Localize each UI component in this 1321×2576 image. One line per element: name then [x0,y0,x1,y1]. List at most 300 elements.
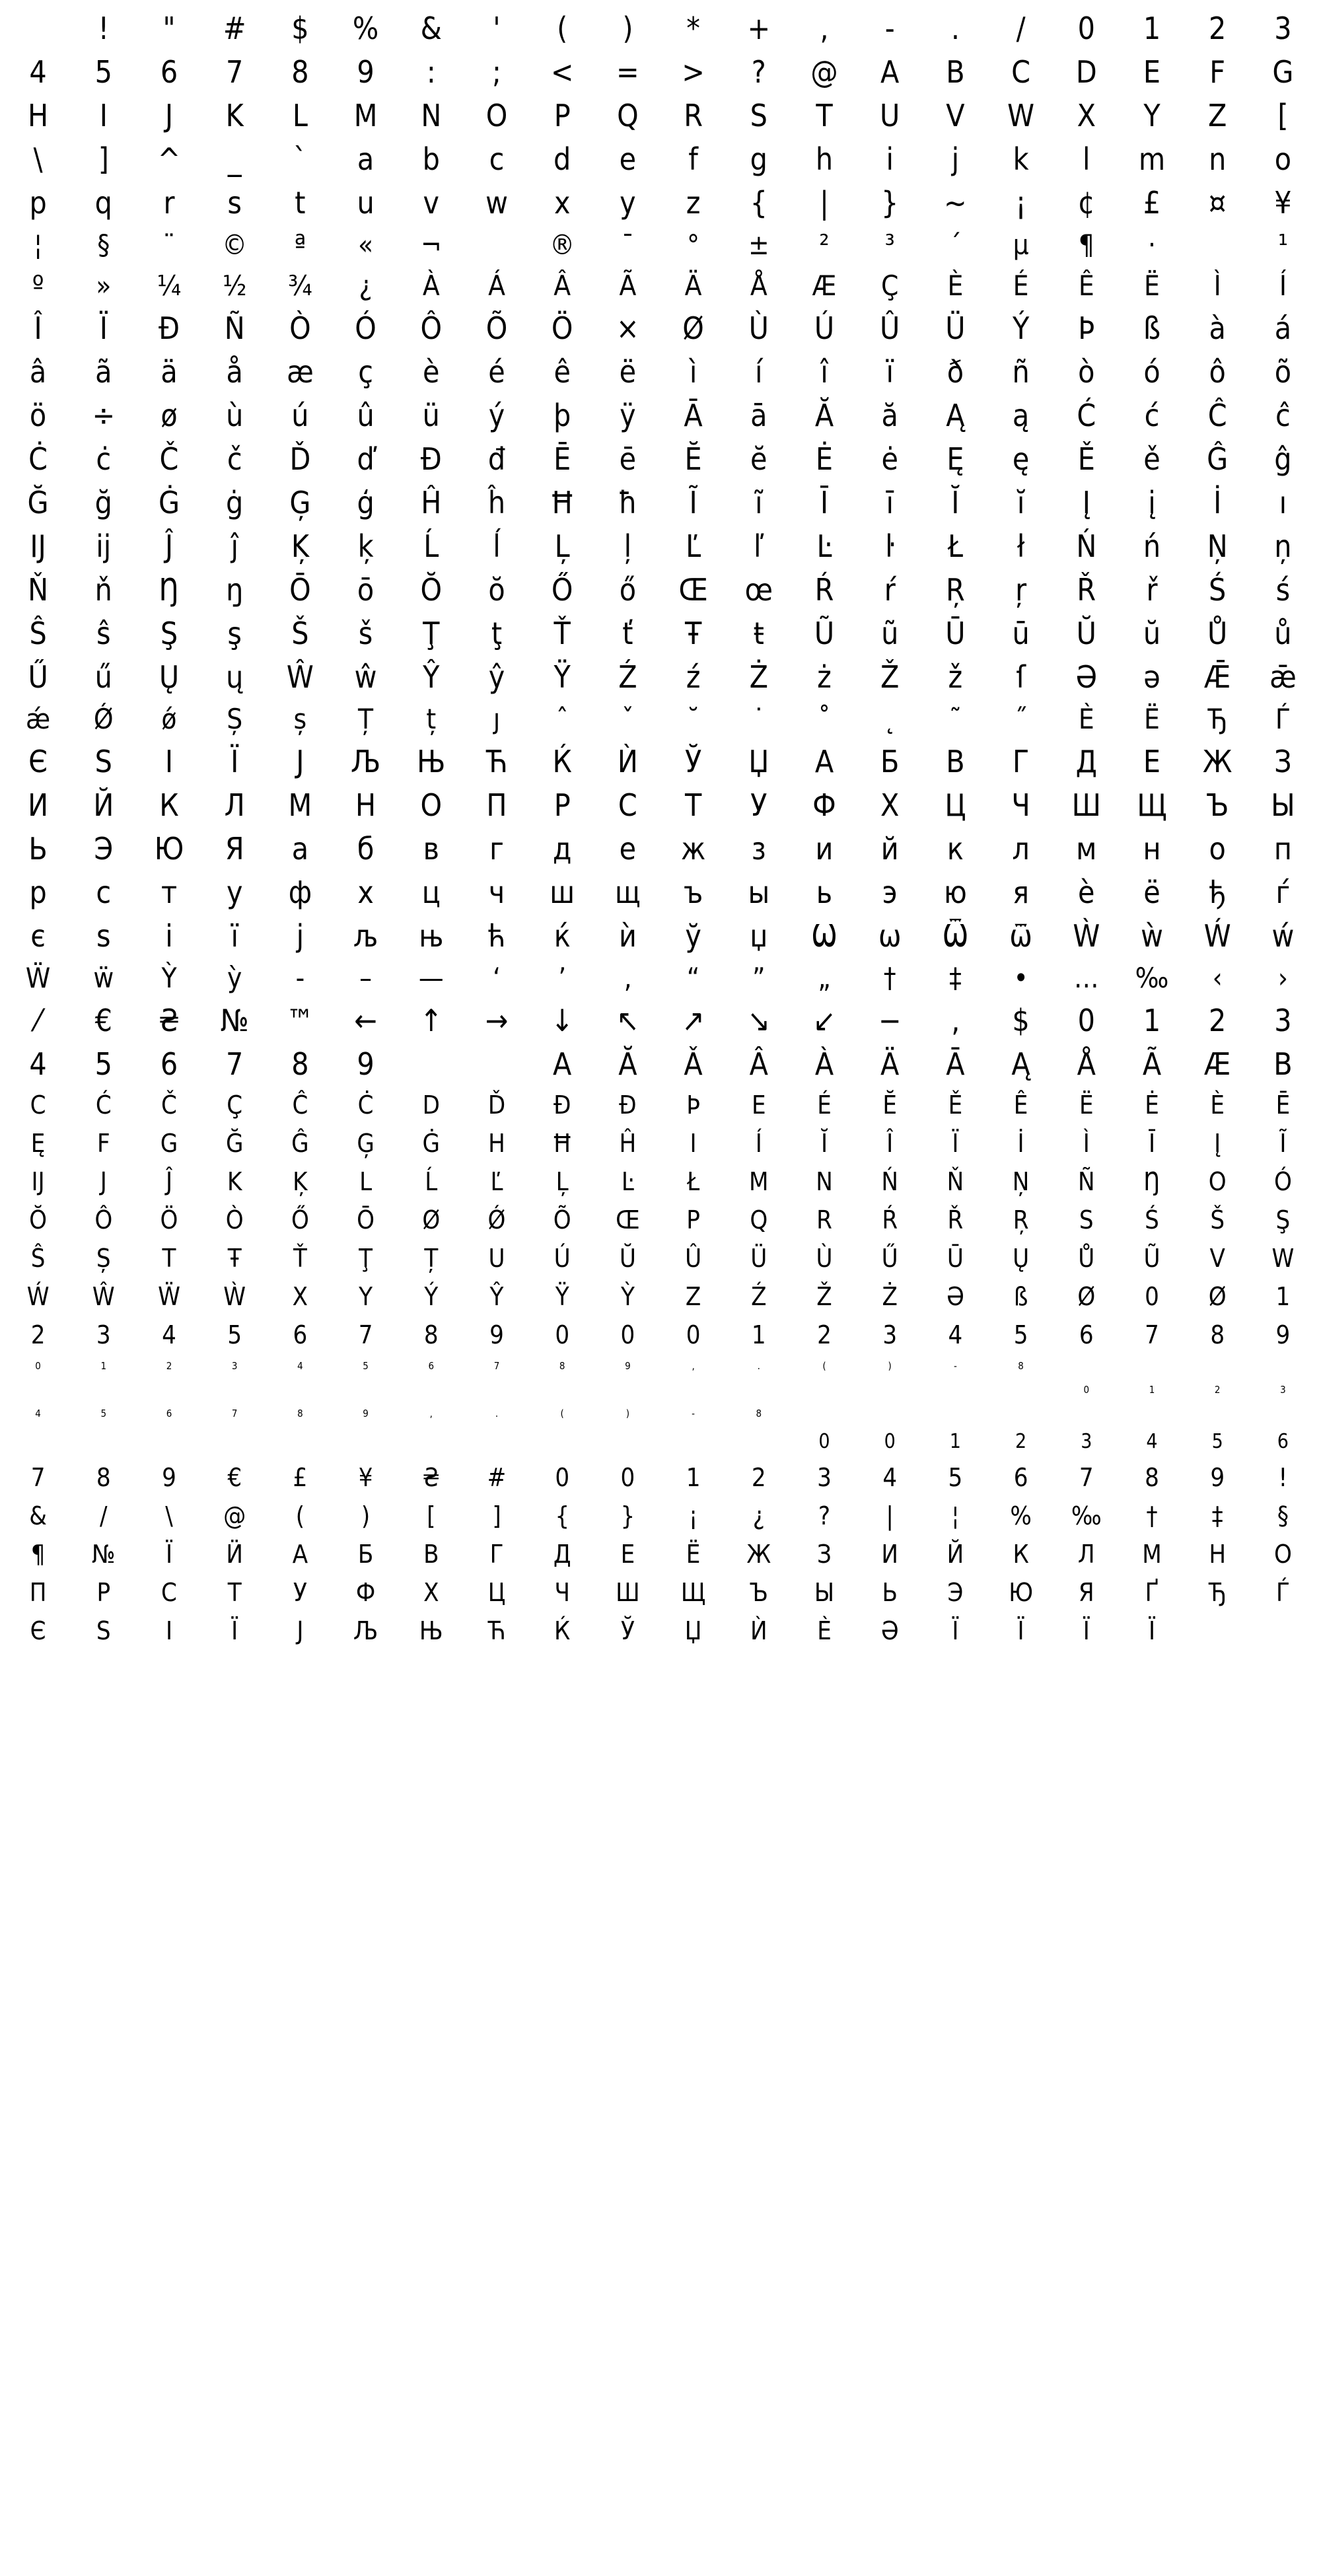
glyph-cell: Ĉ [1207,398,1227,433]
glyph-cell: Ŏ [29,1205,48,1234]
glyph-row [5,50,1316,94]
glyph-cell: ż [817,659,832,695]
glyph-cell: Ŗ [946,572,965,608]
glyph-cell: ! [98,11,110,46]
glyph-cell: ŀ [885,528,895,564]
glyph-cell: µ [1013,229,1029,261]
glyph-cell: ł [1017,528,1025,564]
glyph-cell: ½ [222,269,247,302]
glyph-cell: 1 [1143,1003,1161,1038]
glyph-cell: 4 [297,1359,303,1372]
glyph-cell: Ň [946,1167,964,1196]
glyph-cell: ş [227,616,242,651]
glyph-cell: Ѐ [1078,703,1094,735]
glyph-cell: ± [748,229,769,261]
glyph-cell: Ч [554,1578,570,1607]
glyph-cell: Ō [289,572,311,608]
glyph-cell: 0 [555,1463,570,1492]
glyph-cell: ‐ [295,962,305,994]
glyph-cell: Ї [952,1616,959,1645]
glyph-cell: 7 [358,1320,373,1349]
glyph-cell: Д [553,1540,571,1569]
glyph-cell: Ẃ [26,1282,50,1311]
glyph-cell: Ì [1083,1129,1090,1158]
glyph-cell: t [295,185,306,221]
glyph-cell: Ô [420,310,443,346]
glyph-cell: 7 [1145,1320,1159,1349]
glyph-row [5,1612,1316,1650]
glyph-cell: А [292,1540,308,1569]
glyph-cell: ˛ [883,703,896,735]
glyph-cell: Č [159,441,179,477]
glyph-cell: Ë [1079,1091,1094,1120]
glyph-cell: m [1138,141,1166,177]
glyph-cell: Ĺ [425,1167,438,1196]
glyph-cell: O [485,98,508,133]
glyph-cell: 1 [949,1430,961,1453]
glyph-cell: ы [748,875,770,910]
glyph-cell: ] [98,141,109,177]
glyph-cell: ¼ [157,269,182,302]
glyph-cell: Ô [94,1205,113,1234]
glyph-cell: Ů [1207,616,1228,651]
glyph-cell: ² [819,229,830,261]
glyph-cell: 5 [363,1359,369,1372]
glyph-cell: ç [358,354,373,390]
glyph-cell: Ê [1078,269,1094,302]
glyph-cell: 9 [1275,1320,1291,1349]
glyph-cell: Å [750,269,768,302]
glyph-row [5,1316,1316,1354]
glyph-cell: z [686,185,701,221]
glyph-cell: ˚ [818,703,831,735]
glyph-cell: . [495,1407,499,1419]
glyph-cell: ¦ [34,229,42,261]
glyph-cell: b [422,141,440,177]
glyph-cell: Л [1077,1540,1095,1569]
glyph-cell: Č [161,1091,177,1120]
glyph-cell: 6 [1277,1430,1289,1453]
glyph-cell: · [1147,229,1156,261]
glyph-cell: ¿ [359,269,373,302]
glyph-cell: D [422,1091,440,1120]
glyph-cell: ț [426,703,437,735]
glyph-cell: Þ [686,1091,700,1120]
glyph-cell: ğ [94,485,112,520]
glyph-cell: К [159,787,179,823]
glyph-cell: ŭ [1143,616,1161,651]
glyph-cell: 9 [1210,1463,1225,1492]
glyph-cell: { [555,1501,570,1530]
glyph-cell: № [92,1540,116,1569]
glyph-cell: S [750,98,768,133]
glyph-cell: Ã [619,269,637,302]
glyph-cell: Ǣ [1204,659,1231,695]
glyph-cell: Ț [358,703,374,735]
glyph-cell: Э [947,1578,964,1607]
glyph-cell: P [686,1205,700,1234]
glyph-cell: g [750,141,768,177]
glyph-cell: i [886,141,894,177]
glyph-cell: Ћ [487,1616,506,1645]
glyph-cell: # [487,1463,507,1492]
glyph-cell: Ș [96,1244,111,1273]
glyph-cell: 1 [686,1463,701,1492]
glyph-cell: 3 [1081,1430,1092,1453]
glyph-cell: Ф [355,1578,376,1607]
glyph-cell: ň [94,572,112,608]
glyph-cell: ţ [491,616,503,651]
glyph-cell: W [1271,1244,1295,1273]
glyph-cell: ž [948,659,963,695]
glyph-cell: ã [95,354,112,390]
glyph-row [5,1277,1316,1316]
glyph-cell: в [423,831,439,867]
glyph-cell: õ [1274,354,1292,390]
glyph-cell: ° [687,229,700,261]
glyph-cell: Ĥ [421,485,442,520]
glyph-cell: к [946,831,964,867]
glyph-cell: Đ [420,441,442,477]
glyph-cell: ) [888,1359,892,1372]
glyph-cell: 4 [948,1320,963,1349]
glyph-row [5,7,1316,50]
glyph-cell: & [420,11,442,46]
glyph-cell: Ď [487,1091,506,1120]
glyph-cell: Ě [1077,441,1095,477]
glyph-cell: Ў [684,744,702,779]
glyph-cell: N [421,98,442,133]
glyph-cell: a [357,141,375,177]
glyph-cell: ŕ [884,572,896,608]
glyph-cell: Ї [165,1540,173,1569]
glyph-cell: 0 [686,1320,701,1349]
glyph-cell: ₴ [422,1463,441,1492]
glyph-cell: ( [557,11,568,46]
glyph-cell: П [29,1578,47,1607]
glyph-cell: Ĥ [619,1129,637,1158]
glyph-cell: “ [686,962,700,994]
glyph-cell: Ķ [293,1167,308,1196]
glyph-cell: ц [421,875,441,910]
glyph-cell: 3 [1274,1003,1292,1038]
glyph-cell: 8 [291,1046,309,1082]
glyph-cell: Ž [816,1282,832,1311]
glyph-cell: Ж [746,1540,771,1569]
glyph-cell: : [426,54,436,90]
glyph-cell: Ќ [554,1616,571,1645]
glyph-cell: ´ [948,229,962,261]
glyph-cell: à [1209,310,1226,346]
glyph-cell: ǣ [1269,659,1297,695]
glyph-cell: + [747,11,771,46]
glyph-cell: 1 [1149,1383,1155,1396]
glyph-cell: © [222,229,248,261]
glyph-cell: → [485,1003,509,1038]
glyph-cell: ß [1013,1282,1028,1311]
glyph-cell: Ê [1013,1091,1028,1120]
glyph-cell: ↓ [550,1003,574,1038]
glyph-cell: Ъ [749,1578,769,1607]
glyph-cell: ¾ [288,269,312,302]
glyph-cell: И [881,1540,898,1569]
glyph-cell: 5 [227,1320,242,1349]
glyph-cell: Ņ [1207,528,1228,564]
glyph-cell: ū [1012,616,1030,651]
glyph-cell: v [423,185,440,221]
glyph-row [5,1497,1316,1535]
glyph-cell: § [97,229,110,261]
glyph-cell: ѐ [1078,875,1095,910]
glyph-cell: p [29,185,47,221]
glyph-cell: — [418,962,444,994]
glyph-cell: K [225,98,244,133]
glyph-cell: Я [225,831,244,867]
glyph-cell: ē [619,441,637,477]
glyph-cell: Ă [618,1046,637,1082]
glyph-cell: Ç [880,269,899,302]
glyph-cell: ¥ [1274,185,1292,221]
glyph-cell: Ġ [422,1129,441,1158]
glyph-cell: ĩ [755,485,763,520]
glyph-cell: Є [28,744,48,779]
glyph-cell: Ю [154,831,184,867]
glyph-cell: д [552,831,572,867]
glyph-cell: С [618,787,637,823]
glyph-cell: Ж [1202,744,1232,779]
glyph-cell: - [884,11,895,46]
glyph-cell: Ə [946,1282,964,1311]
glyph-cell: Æ [1204,1046,1231,1082]
glyph-cell: 5 [1013,1320,1028,1349]
glyph-cell: ö [29,398,47,433]
glyph-cell: Ў [620,1616,635,1645]
glyph-cell: Ö [551,310,573,346]
glyph-cell: Ъ [1205,787,1229,823]
glyph-cell: Щ [680,1578,706,1607]
glyph-cell: 8 [1145,1463,1159,1492]
glyph-cell: U [880,98,900,133]
glyph-cell: ў [685,918,701,954]
glyph-cell: ˝ [1015,703,1028,735]
glyph-cell: з [751,831,766,867]
glyph-cell: Ð [553,1091,571,1120]
glyph-cell: ř [1146,572,1158,608]
glyph-cell: I [690,1129,697,1158]
glyph-cell: ª [294,229,306,261]
glyph-cell: { [750,185,768,221]
glyph-row [5,94,1316,137]
glyph-cell: № [220,1003,249,1038]
glyph-cell: Љ [353,1616,378,1645]
glyph-cell: í [755,354,763,390]
glyph-cell: 5 [1211,1430,1223,1453]
glyph-cell: ; [492,54,501,90]
glyph-cell: Ē [1275,1091,1291,1120]
glyph-cell: ” [752,962,766,994]
glyph-cell: « [358,229,374,261]
glyph-cell: ¹ [1277,229,1288,261]
glyph-cell: Ą [946,398,965,433]
glyph-cell: Ś [1145,1205,1159,1234]
glyph-cell: Х [880,787,900,823]
glyph-cell: ŏ [488,572,505,608]
glyph-row [5,1124,1316,1163]
glyph-cell: Ţ [359,1244,373,1273]
glyph-cell: Ú [814,310,835,346]
glyph-cell: Ċ [28,441,48,477]
glyph-cell: м [1076,831,1097,867]
glyph-cell: ê [553,354,571,390]
glyph-cell: f [688,141,698,177]
glyph-row [5,1239,1316,1277]
glyph-cell: ~ [944,185,967,221]
glyph-cell: Í [755,1129,762,1158]
glyph-cell: Ĵ [165,1167,173,1196]
glyph-cell: Ѡ [811,918,838,954]
glyph-cell: Ć [1077,398,1096,433]
glyph-cell: ò [1078,354,1095,390]
glyph-cell: с [96,875,112,910]
glyph-cell: 0 [1145,1282,1159,1311]
glyph-cell: Џ [684,1616,702,1645]
glyph-cell: ì [689,354,697,390]
glyph-cell: S [1079,1205,1094,1234]
glyph-cell: Б [357,1540,374,1569]
glyph-cell: 8 [559,1359,565,1372]
glyph-cell: Ų [1013,1244,1030,1273]
glyph-cell: у [226,875,243,910]
glyph-cell: 0 [1077,1003,1095,1038]
glyph-cell: w [485,185,508,221]
glyph-cell: ™ [286,1003,314,1038]
glyph-cell: Ї [1148,1616,1156,1645]
glyph-cell: ü [422,398,440,433]
glyph-cell: є [30,918,46,954]
glyph-cell: Ą [1011,1046,1030,1082]
glyph-cell: Е [751,1091,766,1120]
glyph-cell: ) [361,1501,371,1530]
glyph-cell: q [94,185,112,221]
glyph-cell: Ґ [1145,1578,1159,1607]
glyph-cell: ō [357,572,375,608]
glyph-cell: Ĝ [1207,441,1229,477]
glyph-cell: О [1273,1540,1292,1569]
glyph-cell: ѿ [1009,918,1032,954]
glyph-cell: Г [489,1540,504,1569]
glyph-cell: Ш [1071,787,1101,823]
glyph-cell: Z [685,1282,701,1311]
glyph-cell: ņ [1274,528,1292,564]
glyph-cell: Ћ [485,744,508,779]
glyph-cell: â [29,354,47,390]
glyph-cell: É [1013,269,1029,302]
glyph-cell: Ĉ [292,1091,308,1120]
glyph-cell: ỳ [227,962,242,994]
glyph-cell: Х [423,1578,439,1607]
glyph-cell: 4 [35,1407,41,1419]
glyph-cell: s [227,185,242,221]
glyph-cell: Њ [417,744,446,779]
glyph-cell: Ё [686,1540,701,1569]
glyph-cell: ъ [683,875,703,910]
glyph-cell: E [1143,54,1161,90]
glyph-cell: Ї [231,1616,238,1645]
glyph-cell: Ģ [289,485,311,520]
glyph-cell: Ģ [357,1129,375,1158]
glyph-cell: y [620,185,636,221]
glyph-cell: Ї [1017,1616,1024,1645]
glyph-cell: У [750,787,768,823]
glyph-cell: Ő [551,572,573,608]
glyph-cell: ð [946,354,964,390]
glyph-cell: į [1148,485,1156,520]
glyph-cell: х [357,875,374,910]
glyph-cell: ġ [226,485,244,520]
glyph-cell: Ũ [1143,1244,1160,1273]
glyph-cell: Ļ [554,528,570,564]
glyph-cell: ⁄ [36,1003,41,1038]
glyph-row [5,1378,1316,1402]
glyph-cell: Ŵ [92,1282,115,1311]
glyph-cell: Ľ [490,1167,503,1196]
glyph-cell: Ø [1077,1282,1096,1311]
glyph-cell: Ľ [686,528,701,564]
glyph-row [5,958,1316,999]
glyph-cell: ( [560,1407,564,1419]
glyph-cell: £ [1143,185,1161,221]
glyph-cell: Ỳ [161,962,177,994]
glyph-cell: О [420,787,443,823]
glyph-row [5,1201,1316,1239]
glyph-cell: Ċ [357,1091,374,1120]
glyph-cell: Ĭ [951,485,960,520]
glyph-cell: Ň [28,572,49,608]
glyph-row [5,699,1316,740]
glyph-cell: ŗ [1015,572,1027,608]
glyph-cell: Ü [945,310,966,346]
glyph-cell: 7 [493,1359,500,1372]
glyph-cell: ? [751,54,766,90]
glyph-cell: Ц [945,787,966,823]
glyph-cell: Ẅ [158,1282,180,1311]
glyph-cell: ‹ [1212,962,1223,994]
glyph-cell: 0 [1083,1383,1090,1396]
glyph-cell: р [29,875,47,910]
glyph-cell: Л [224,787,245,823]
glyph-cell: ё [1143,875,1160,910]
glyph-cell: Ŧ [227,1244,242,1273]
glyph-cell: › [1277,962,1288,994]
glyph-cell: þ [553,398,571,433]
glyph-cell: Ť [293,1244,307,1273]
glyph-cell: Į [1082,485,1090,520]
glyph-cell: Æ [812,269,837,302]
glyph-cell: 0 [555,1320,570,1349]
glyph-cell: Ţ [423,616,440,651]
glyph-cell: Ń [881,1167,898,1196]
glyph-cell: 9 [357,54,375,90]
glyph-cell: 9 [162,1463,176,1492]
glyph-cell: В [946,744,965,779]
glyph-cell: š [358,616,373,651]
glyph-cell: ẅ [93,962,114,994]
glyph-cell: ŝ [96,616,111,651]
glyph-cell: Ѕ [96,1616,111,1645]
glyph-cell: > [682,54,705,90]
glyph-row [5,437,1316,481]
glyph-cell: V [1209,1244,1225,1273]
